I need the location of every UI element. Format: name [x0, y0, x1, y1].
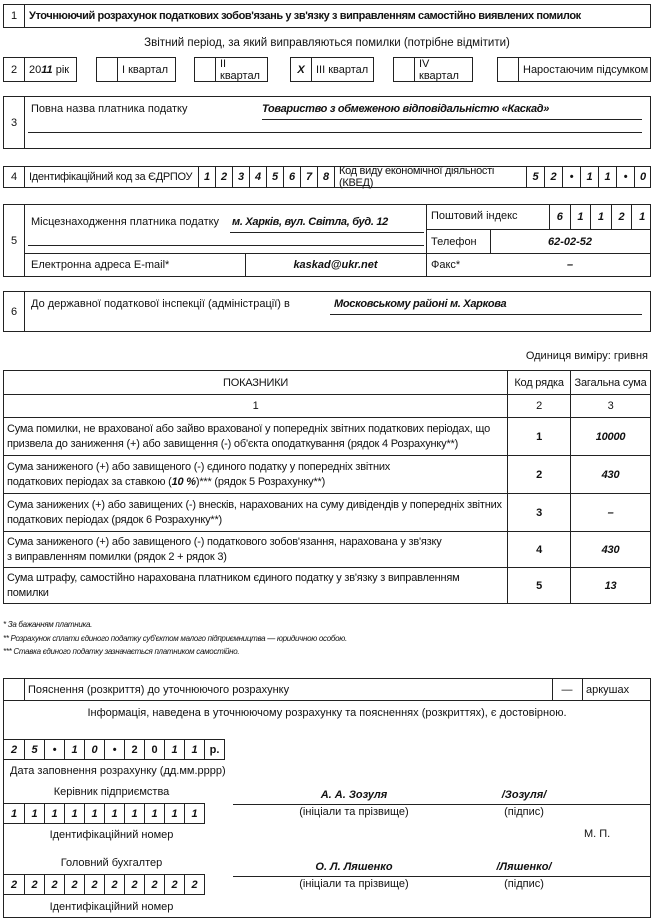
taxpayer-name-value[interactable]: Товариство з обмеженою відповідальністю «Каскад»: [262, 103, 550, 115]
date-digit[interactable]: 1: [64, 740, 84, 759]
row-number: 2: [10, 63, 18, 76]
id-digit[interactable]: 1: [84, 804, 104, 823]
edrpou-digit[interactable]: 3: [232, 167, 249, 187]
stamp-place: М. П.: [584, 828, 611, 840]
director-title: Керівник підприємства: [53, 786, 170, 798]
kved-separator: •: [616, 167, 634, 187]
year-suffix: 11: [41, 63, 53, 76]
id-digit[interactable]: 2: [84, 875, 104, 894]
table-row: [4, 494, 651, 532]
tax-office-value[interactable]: Московському районі м. Харкова: [334, 298, 507, 310]
line-code: 2: [508, 456, 571, 494]
checkbox[interactable]: [498, 58, 518, 81]
postal-label: Поштовий індекс: [431, 210, 518, 222]
explanation-label: Пояснення (розкриття) до уточнюючого розрахунку: [28, 683, 290, 696]
date-digit[interactable]: 0: [84, 740, 104, 759]
id-digit[interactable]: 2: [164, 875, 184, 894]
checkbox[interactable]: [394, 58, 414, 81]
period-option-q2[interactable]: [194, 57, 268, 82]
edrpou-digit[interactable]: 7: [300, 167, 317, 187]
footnote: *** Ставка єдиного податку зазначається платником самостійно.: [3, 647, 240, 656]
name-caption: (ініціали та прізвище): [299, 806, 409, 818]
location-row: [3, 204, 651, 277]
line-code: 3: [508, 494, 571, 532]
director-signature[interactable]: /Зозуля/: [501, 789, 547, 801]
row-desc: податкових періодах (рядок 6 Розрахунку**): [7, 513, 223, 526]
postal-digit[interactable]: 6: [549, 205, 570, 229]
director-name[interactable]: А. А. Зозуля: [320, 789, 388, 801]
footnote: * За бажанням платника.: [3, 620, 93, 629]
footnote: ** Розрахунок сплати єдиного податку суб'єктом малого підприємництва — юридичною особою.: [3, 634, 347, 643]
edrpou-label: Ідентифікаційний код за ЄДРПОУ: [24, 167, 198, 187]
table-row: [4, 532, 651, 568]
sign-caption: (підпис): [504, 878, 544, 890]
row-desc: податкових періодах за ставкою (: [7, 475, 172, 488]
postal-digit[interactable]: 1: [590, 205, 611, 229]
tax-rate: 10 %: [171, 475, 196, 488]
unit-label: Одиниця виміру: гривня: [525, 350, 648, 362]
tax-office-row: [3, 291, 651, 332]
table-row: [4, 568, 651, 604]
accountant-name[interactable]: О. Л. Ляшенко: [315, 861, 393, 873]
phone-label: Телефон: [431, 236, 477, 248]
col-number: 1: [4, 395, 508, 418]
row-number: 6: [10, 305, 18, 318]
accountant-id[interactable]: [3, 874, 205, 895]
row-desc: Сума штрафу, самостійно нарахована платником єдиного податку у зв'язку з виправленням: [7, 571, 460, 584]
id-digit[interactable]: 2: [24, 875, 44, 894]
accountant-title: Головний бухгалтер: [60, 857, 163, 869]
name-caption: (ініціали та прізвище): [299, 878, 409, 890]
row-desc: Сума заниженого (+) або завищеного (-) податкового зобов'язання, нарахована у зв'язку: [7, 535, 442, 548]
kved-separator: •: [562, 167, 580, 187]
explanation-count[interactable]: —: [561, 683, 573, 696]
sign-caption: (підпис): [504, 806, 544, 818]
id-digit[interactable]: 1: [184, 804, 204, 823]
line-code: 1: [508, 418, 571, 456]
location-label: Місцезнаходження платника податку: [31, 216, 220, 228]
postal-digit[interactable]: 1: [570, 205, 591, 229]
id-digit[interactable]: 2: [64, 875, 84, 894]
year-prefix: 20: [29, 63, 42, 76]
date-digit[interactable]: 2: [10, 743, 18, 756]
date-digit[interactable]: 5: [24, 740, 44, 759]
year-label: рік: [55, 63, 70, 76]
header-line-code: Код рядка: [508, 371, 571, 395]
taxpayer-name-label: Повна назва платника податку: [31, 103, 188, 115]
kved-label: Код виду економічної діяльності (КВЕД): [334, 167, 526, 187]
period-option-q4[interactable]: [393, 57, 473, 82]
id-digit[interactable]: 2: [10, 878, 18, 891]
row-desc: призвела до заниження (+) або завищення (-) об'єкта оподаткування (рядок 4 Розрахунку**): [7, 437, 459, 450]
date-separator: •: [44, 740, 64, 759]
date-separator: •: [104, 740, 124, 759]
postal-digit[interactable]: 2: [611, 205, 632, 229]
date-digit[interactable]: 1: [164, 740, 184, 759]
date-caption: Дата заповнення розрахунку (дд.мм.рррр): [10, 765, 226, 777]
codes-row: [3, 166, 651, 188]
id-digit[interactable]: 1: [104, 804, 124, 823]
kved-digit[interactable]: 0: [634, 167, 651, 187]
id-digit[interactable]: 2: [44, 875, 64, 894]
line-code: 5: [508, 568, 571, 604]
signature-block: [3, 678, 651, 918]
year-field[interactable]: [24, 58, 76, 81]
id-digit[interactable]: 1: [10, 807, 18, 820]
date-digit[interactable]: 1: [184, 740, 204, 759]
id-digit[interactable]: 2: [124, 875, 144, 894]
postal-digit[interactable]: 1: [631, 205, 652, 229]
edrpou-digit[interactable]: 1: [198, 167, 215, 187]
email-label: Електронна адреса E-mail*: [31, 259, 170, 271]
year-box: [3, 57, 77, 82]
location-value[interactable]: м. Харків, вул. Світла, буд. 12: [232, 216, 388, 228]
row-number: 3: [10, 116, 18, 129]
id-digit[interactable]: 1: [164, 804, 184, 823]
director-id-caption: Ідентифікаційний номер: [49, 829, 174, 841]
total-sum[interactable]: 13: [571, 568, 651, 604]
explanation-unit: аркушах: [586, 683, 630, 696]
form-title: Уточнюючий розрахунок податкових зобов'язань у зв'язку з виправленням самостійно виявлених помилок: [24, 5, 650, 27]
header-total: Загальна сума: [571, 371, 651, 395]
edrpou-digit[interactable]: 8: [317, 167, 334, 187]
row-desc: з виправленням помилки (рядок 2 + рядок 3): [7, 550, 227, 563]
total-sum[interactable]: 430: [571, 456, 651, 494]
period-option-q3[interactable]: [290, 57, 374, 82]
period-option-cumulative[interactable]: [497, 57, 651, 82]
id-digit[interactable]: 2: [104, 875, 124, 894]
row-number: 5: [10, 234, 18, 247]
option-label: II квартал: [215, 58, 267, 81]
kved-digit[interactable]: 1: [598, 167, 616, 187]
fill-date[interactable]: [3, 739, 225, 760]
row-desc: )*** (рядок 5 Розрахунку**): [195, 475, 326, 488]
indicators-table: [3, 370, 651, 604]
accountant-id-caption: Ідентифікаційний номер: [49, 901, 174, 913]
checkbox[interactable]: [195, 58, 215, 81]
id-digit[interactable]: 1: [144, 804, 164, 823]
table-row: [4, 418, 651, 456]
tax-office-label: До державної податкової інспекції (адміністрації) в: [31, 298, 290, 310]
option-label: III квартал: [311, 58, 373, 81]
kved-digit[interactable]: 1: [580, 167, 598, 187]
director-id[interactable]: [3, 803, 205, 824]
id-digit[interactable]: 1: [44, 804, 64, 823]
row-desc: помилки: [7, 586, 49, 599]
row-desc: Сума помилки, не врахованої або зайво врахованої у попередніх звітних податкових періодах, що: [7, 422, 491, 435]
id-digit[interactable]: 1: [64, 804, 84, 823]
period-option-q1[interactable]: [96, 57, 176, 82]
period-caption: Звітний період, за який виправляються помилки (потрібне відмітити): [144, 37, 510, 49]
id-digit[interactable]: 1: [124, 804, 144, 823]
edrpou-digit[interactable]: 2: [215, 167, 232, 187]
fax-label: Факс*: [431, 259, 461, 271]
table-row: [4, 456, 651, 494]
edrpou-digit[interactable]: 4: [249, 167, 266, 187]
row-desc: Сума заниженого (+) або завищеного (-) єдиного податку у попередніх звітних: [7, 460, 391, 473]
taxpayer-name-row: [3, 96, 651, 149]
row-desc: Сума занижених (+) або завищених (-) внесків, нарахованих на суму дивідендів у попередніх звітних: [7, 498, 502, 511]
option-label: Наростаючим підсумком: [518, 58, 650, 81]
header-indicators: ПОКАЗНИКИ: [4, 371, 508, 395]
col-number: 3: [571, 395, 651, 418]
row-number: 1: [10, 10, 18, 22]
total-sum[interactable]: 430: [571, 532, 651, 568]
edrpou-digit[interactable]: 6: [283, 167, 300, 187]
title-row: [3, 4, 651, 28]
date-suffix: р.: [204, 740, 224, 759]
date-digit[interactable]: 0: [144, 740, 164, 759]
id-digit[interactable]: 2: [144, 875, 164, 894]
accountant-signature[interactable]: /Ляшенко/: [496, 861, 552, 873]
line-code: 4: [508, 532, 571, 568]
date-digit[interactable]: 2: [124, 740, 144, 759]
option-label: IV квартал: [414, 58, 472, 81]
kved-digit[interactable]: 2: [544, 167, 562, 187]
email-value[interactable]: kaskad@ukr.net: [293, 259, 378, 271]
total-sum[interactable]: 10000: [571, 418, 651, 456]
phone-value[interactable]: 62-02-52: [547, 236, 593, 248]
checkbox-checked[interactable]: X: [297, 63, 305, 76]
total-sum[interactable]: –: [571, 494, 651, 532]
kved-digit[interactable]: 5: [526, 167, 544, 187]
col-number: 2: [508, 395, 571, 418]
id-digit[interactable]: 2: [184, 875, 204, 894]
fax-value[interactable]: –: [566, 259, 574, 271]
row-number: 4: [10, 171, 18, 183]
checkbox[interactable]: [97, 58, 117, 81]
edrpou-digit[interactable]: 5: [266, 167, 283, 187]
id-digit[interactable]: 1: [24, 804, 44, 823]
option-label: I квартал: [117, 58, 175, 81]
reliability-statement: Інформація, наведена в уточнюючому розрахунку та поясненнях (розкриттях), є достовірною.: [87, 707, 567, 719]
